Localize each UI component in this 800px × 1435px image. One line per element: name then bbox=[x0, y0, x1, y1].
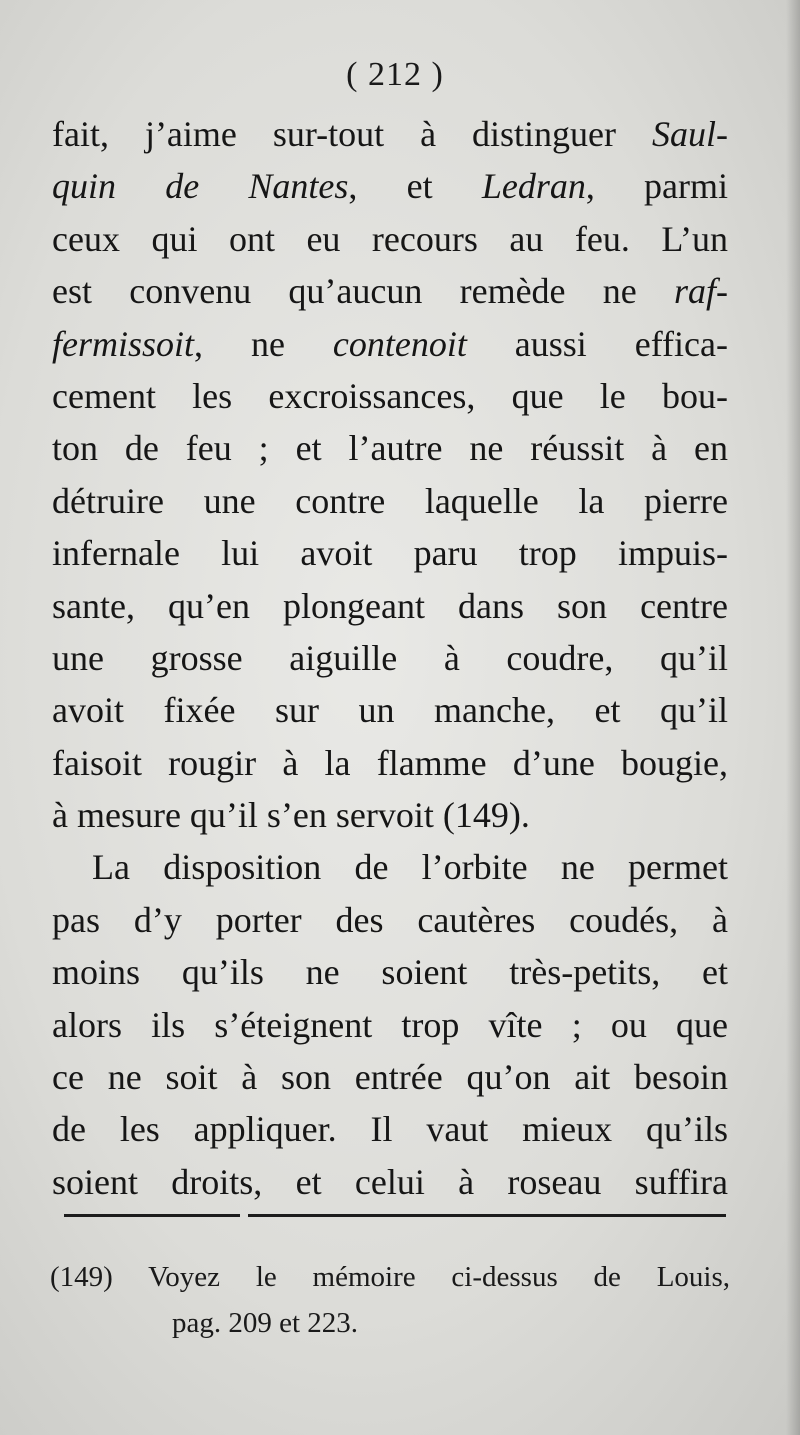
footnote-line: pag. 209 et 223. bbox=[172, 1307, 359, 1339]
text-line bbox=[52, 1103, 728, 1155]
text-run: infernale lui avoit paru trop impuis- bbox=[52, 533, 728, 574]
text-line bbox=[52, 841, 728, 893]
italic-text: fermissoit bbox=[52, 323, 195, 364]
italic-text: Ledran bbox=[481, 166, 586, 207]
text-run: , et bbox=[348, 166, 482, 207]
body-text bbox=[52, 108, 728, 1208]
text-line bbox=[52, 789, 728, 841]
text-run: aussi effica- bbox=[466, 323, 728, 364]
text-line bbox=[52, 684, 728, 736]
text-line bbox=[52, 999, 728, 1051]
text-run: , parmi bbox=[585, 166, 729, 207]
italic-text: raf- bbox=[674, 271, 728, 312]
text-run: avoit fixée sur un manche, et qu’il bbox=[52, 690, 728, 731]
text-run: fait, j’aime sur-tout à distinguer bbox=[52, 114, 652, 154]
text-line bbox=[52, 580, 728, 632]
text-run: soient droits, et celui à roseau suffira bbox=[52, 1161, 728, 1202]
text-line bbox=[52, 946, 728, 998]
text-line bbox=[52, 475, 728, 527]
text-line bbox=[52, 527, 728, 579]
text-run: une grosse aiguille à coudre, qu’il bbox=[52, 637, 728, 678]
text-run: détruire une contre laquelle la pierre bbox=[52, 480, 728, 521]
text-line bbox=[52, 108, 728, 160]
text-line bbox=[52, 632, 728, 684]
page-number: ( 212 ) bbox=[346, 56, 444, 93]
text-run: est convenu qu’aucun remède ne bbox=[52, 271, 674, 312]
text-line bbox=[52, 737, 728, 789]
text-run: pas d’y porter des cautères coudés, à bbox=[52, 899, 728, 940]
text-run: de les appliquer. Il vaut mieux qu’ils bbox=[52, 1109, 728, 1150]
text-line bbox=[52, 265, 728, 317]
footnote-line: (149) Voyez le mémoire ci-dessus de Louis, bbox=[50, 1261, 730, 1293]
text-run: cement les excroissances, que le bou- bbox=[52, 375, 728, 416]
text-run: , ne bbox=[194, 323, 333, 364]
text-line bbox=[52, 894, 728, 946]
text-line bbox=[52, 1156, 728, 1208]
text-line bbox=[52, 318, 728, 370]
text-run: La disposition de l’orbite ne permet bbox=[92, 847, 728, 888]
italic-text: Saul- bbox=[652, 114, 728, 154]
text-run: ton de feu ; et l’autre ne réussit à en bbox=[52, 428, 728, 469]
text-run: à mesure qu’il s’en servoit (149). bbox=[52, 795, 530, 836]
footnote bbox=[50, 1254, 730, 1346]
footnote-rule-right bbox=[248, 1214, 726, 1217]
text-line bbox=[52, 213, 728, 265]
text-run: sante, qu’en plongeant dans son centre bbox=[52, 585, 728, 626]
text-line bbox=[52, 370, 728, 422]
page-edge-shadow bbox=[786, 0, 800, 1435]
text-line bbox=[52, 1051, 728, 1103]
text-run: alors ils s’éteignent trop vîte ; ou que bbox=[52, 1004, 728, 1045]
text-run: faisoit rougir à la flamme d’une bougie, bbox=[52, 742, 728, 783]
text-line bbox=[52, 422, 728, 474]
text-run: ce ne soit à son entrée qu’on ait besoin bbox=[52, 1057, 728, 1098]
italic-text: quin de Nantes bbox=[52, 166, 349, 207]
text-run: moins qu’ils ne soient très-petits, et bbox=[52, 952, 728, 993]
italic-text: contenoit bbox=[332, 323, 467, 364]
footnote-rule-left bbox=[64, 1214, 240, 1217]
text-line bbox=[52, 160, 728, 212]
text-run: ceux qui ont eu recours au feu. L’un bbox=[52, 218, 728, 259]
